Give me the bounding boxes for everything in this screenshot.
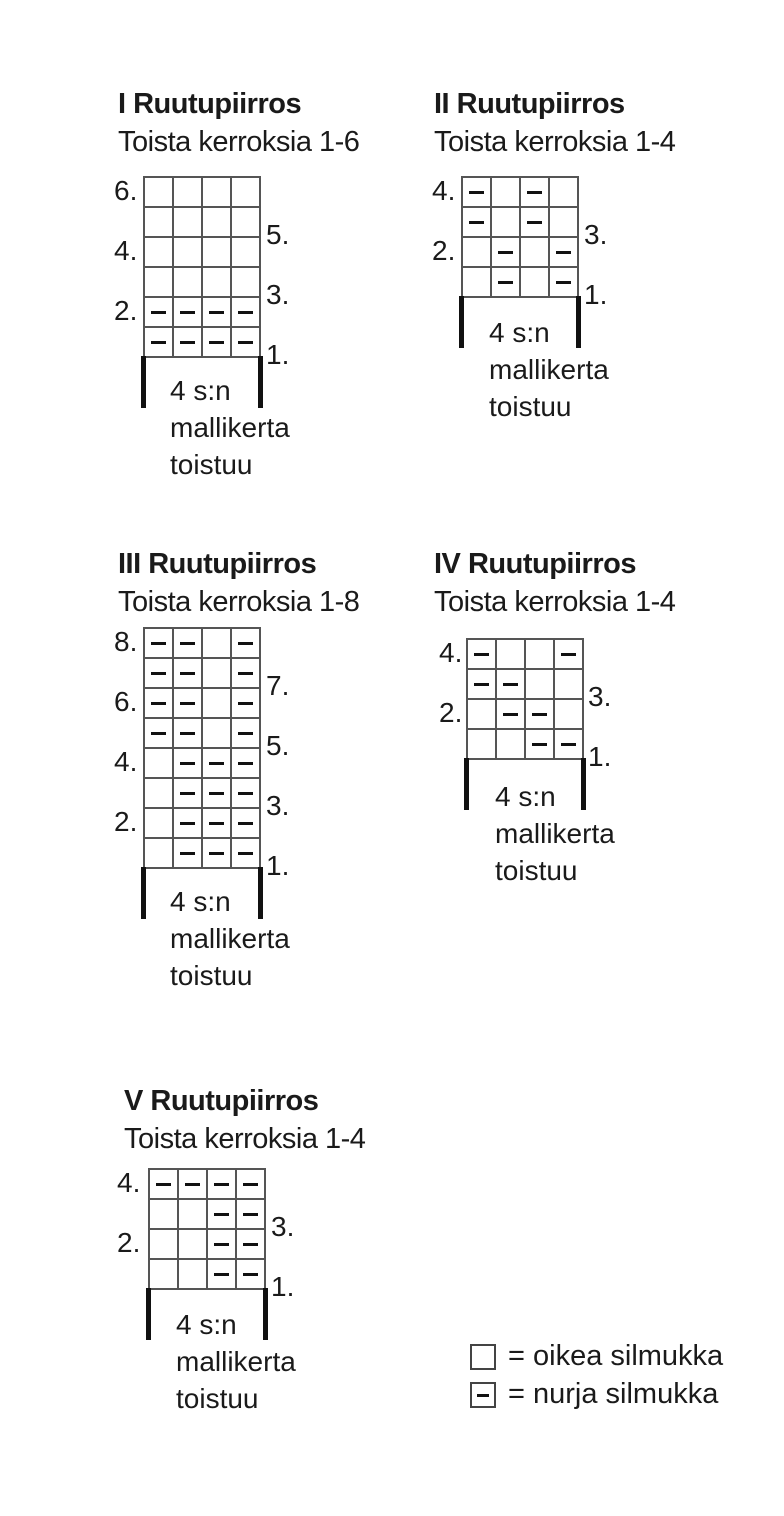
purl-stitch-cell (235, 1198, 266, 1230)
purl-stitch-cell (548, 236, 579, 268)
purl-stitch-cell (230, 807, 261, 839)
purl-stitch-cell (235, 1168, 266, 1200)
dash-icon (238, 792, 253, 795)
repeat-note: mallikerta (170, 412, 290, 443)
knit-stitch-cell (143, 777, 174, 809)
row-number-label: 4. (114, 235, 138, 266)
knit-stitch-cell (177, 1198, 208, 1230)
chart-title: III Ruutupiirros (118, 548, 317, 580)
purl-stitch-cell (548, 266, 579, 298)
dash-icon (498, 281, 513, 284)
knit-stitch-cell (201, 266, 232, 298)
dash-icon (238, 732, 253, 735)
dash-icon (180, 852, 195, 855)
row-number-label: 6. (114, 175, 138, 206)
knit-stitch-cell (490, 206, 521, 238)
knit-stitch-cell (201, 176, 232, 208)
purl-stitch-cell (230, 657, 261, 689)
dash-icon (469, 221, 484, 224)
knit-stitch-cell (461, 236, 492, 268)
purl-stitch-cell (230, 747, 261, 779)
knit-stitch-cell (230, 176, 261, 208)
purl-stitch-cell (495, 698, 526, 730)
dash-icon (180, 732, 195, 735)
row-number-label: 3. (584, 219, 608, 250)
purl-stitch-cell (230, 837, 261, 869)
dash-icon (209, 852, 224, 855)
purl-stitch-cell (230, 326, 261, 358)
dash-icon (156, 1183, 171, 1186)
dash-icon (238, 852, 253, 855)
dash-icon (243, 1243, 258, 1246)
knit-stitch-cell (172, 206, 203, 238)
row-number-label: 2. (117, 1227, 141, 1258)
knit-stitch-cell (201, 236, 232, 268)
repeat-note: mallikerta (489, 354, 609, 385)
row-number-label: 2. (432, 235, 456, 266)
purl-stitch-cell (235, 1228, 266, 1260)
row-number-label: 1. (271, 1271, 295, 1302)
knit-stitch-cell (148, 1258, 179, 1290)
dash-icon (151, 642, 166, 645)
dash-icon (556, 251, 571, 254)
repeat-note: 4 s:n (176, 1309, 237, 1340)
purl-stitch-cell (206, 1228, 237, 1260)
row-number-label: 1. (266, 850, 290, 881)
dash-icon (561, 653, 576, 656)
dash-icon (180, 311, 195, 314)
repeat-bracket-right (263, 1288, 268, 1340)
knit-stitch-cell (490, 176, 521, 208)
purl-stitch-cell (172, 807, 203, 839)
purl-stitch-cell (490, 266, 521, 298)
dash-icon (185, 1183, 200, 1186)
dash-icon (474, 683, 489, 686)
purl-stitch-cell (519, 176, 550, 208)
dash-icon (209, 822, 224, 825)
dash-icon (503, 713, 518, 716)
dash-icon (180, 792, 195, 795)
knit-stitch-cell (201, 717, 232, 749)
purl-stitch-cell (143, 657, 174, 689)
dash-icon (532, 713, 547, 716)
purl-stitch-cell (230, 687, 261, 719)
knit-stitch-cell (466, 728, 497, 760)
knit-stitch-cell (201, 657, 232, 689)
purl-stitch-cell (230, 296, 261, 328)
purl-stitch-cell (143, 296, 174, 328)
dash-icon (209, 792, 224, 795)
dash-icon (243, 1213, 258, 1216)
chart-subtitle: Toista kerroksia 1-6 (118, 126, 360, 158)
row-number-label: 3. (588, 681, 612, 712)
knit-stitch-cell (495, 638, 526, 670)
repeat-bracket-left (141, 867, 146, 919)
purl-stitch-cell (201, 326, 232, 358)
row-number-label: 8. (114, 626, 138, 657)
purl-stitch-cell (143, 687, 174, 719)
purl-stitch-cell (143, 627, 174, 659)
purl-stitch-cell (172, 657, 203, 689)
knit-stitch-cell (524, 638, 555, 670)
knit-stitch-cell (548, 176, 579, 208)
knit-stitch-cell (230, 236, 261, 268)
row-number-label: 4. (114, 746, 138, 777)
knit-stitch-cell (172, 266, 203, 298)
repeat-note: mallikerta (170, 923, 290, 954)
repeat-note: toistuu (176, 1383, 259, 1414)
purl-stitch-cell (172, 627, 203, 659)
knit-stitch-cell (143, 176, 174, 208)
knit-stitch-cell (148, 1198, 179, 1230)
purl-stitch-cell (172, 326, 203, 358)
repeat-note: toistuu (170, 449, 253, 480)
purl-stitch-cell (143, 326, 174, 358)
dash-icon (532, 743, 547, 746)
knit-stitch-cell (177, 1228, 208, 1260)
dash-icon (238, 822, 253, 825)
knit-stitch-cell (201, 627, 232, 659)
dash-icon (238, 341, 253, 344)
chart-title: II Ruutupiirros (434, 88, 625, 120)
dash-icon (238, 672, 253, 675)
repeat-note: mallikerta (495, 818, 615, 849)
knit-stitch-cell (172, 176, 203, 208)
row-number-label: 6. (114, 686, 138, 717)
repeat-note: 4 s:n (170, 886, 231, 917)
knit-stitch-cell (148, 1228, 179, 1260)
repeat-bracket-left (146, 1288, 151, 1340)
knit-stitch-cell (230, 206, 261, 238)
knit-stitch-cell (143, 747, 174, 779)
repeat-note: toistuu (489, 391, 572, 422)
dash-icon (151, 341, 166, 344)
knit-stitch-cell (143, 266, 174, 298)
chart-title: I Ruutupiirros (118, 88, 302, 120)
row-number-label: 1. (266, 339, 290, 370)
purl-stitch-cell (206, 1168, 237, 1200)
dash-icon (214, 1243, 229, 1246)
dash-icon (209, 762, 224, 765)
dash-icon (209, 341, 224, 344)
knit-stitch-cell (548, 206, 579, 238)
knit-stitch-cell (143, 206, 174, 238)
purl-stitch-cell (553, 638, 584, 670)
knit-stitch-cell (519, 236, 550, 268)
purl-stitch-cell (206, 1198, 237, 1230)
repeat-note: 4 s:n (495, 781, 556, 812)
purl-stitch-cell (461, 206, 492, 238)
purl-stitch-cell (524, 698, 555, 730)
dash-icon (243, 1183, 258, 1186)
repeat-bracket-right (258, 356, 263, 408)
repeat-bracket-left (464, 758, 469, 810)
dash-icon (180, 762, 195, 765)
knit-stitch-cell (524, 668, 555, 700)
chart-subtitle: Toista kerroksia 1-8 (118, 586, 360, 618)
dash-icon (214, 1273, 229, 1276)
legend-item-purl (470, 1378, 718, 1411)
dash-icon (180, 702, 195, 705)
purl-stitch-cell (553, 728, 584, 760)
purl-stitch-cell (172, 747, 203, 779)
knit-stitch-cell (172, 236, 203, 268)
purl-stitch-cell (206, 1258, 237, 1290)
row-number-label: 2. (114, 295, 138, 326)
purl-stitch-cell (143, 717, 174, 749)
purl-stitch-cell (201, 837, 232, 869)
dash-icon (214, 1213, 229, 1216)
row-number-label: 2. (114, 806, 138, 837)
purl-stitch-cell (495, 668, 526, 700)
dash-icon (243, 1273, 258, 1276)
knit-stitch-cell (519, 266, 550, 298)
dash-icon (238, 642, 253, 645)
knit-stitch-cell (201, 206, 232, 238)
purl-stitch-cell (201, 777, 232, 809)
purl-stitch-cell (235, 1258, 266, 1290)
dash-icon (238, 762, 253, 765)
legend-item-knit (470, 1340, 723, 1373)
knit-stitch-cell (201, 687, 232, 719)
dash-icon (498, 251, 513, 254)
dash-icon (180, 642, 195, 645)
purl-stitch-cell (201, 807, 232, 839)
dash-icon (151, 672, 166, 675)
purl-stitch-cell (461, 176, 492, 208)
legend-purl-text: = nurja silmukka (508, 1378, 719, 1410)
repeat-bracket-right (581, 758, 586, 810)
chart-title: V Ruutupiirros (124, 1085, 319, 1117)
row-number-label: 1. (588, 741, 612, 772)
knit-stitch-cell (177, 1258, 208, 1290)
purl-stitch-symbol (470, 1382, 496, 1408)
dash-icon (561, 743, 576, 746)
dash-icon (214, 1183, 229, 1186)
row-number-label: 5. (266, 730, 290, 761)
dash-icon (238, 311, 253, 314)
knit-stitch-cell (230, 266, 261, 298)
dash-icon (469, 191, 484, 194)
knit-stitch-cell (553, 668, 584, 700)
row-number-label: 4. (439, 637, 463, 668)
row-number-label: 3. (266, 790, 290, 821)
purl-stitch-cell (201, 296, 232, 328)
row-number-label: 4. (117, 1167, 141, 1198)
knit-stitch-cell (143, 807, 174, 839)
chart-subtitle: Toista kerroksia 1-4 (124, 1123, 366, 1155)
chart-subtitle: Toista kerroksia 1-4 (434, 126, 676, 158)
purl-stitch-cell (524, 728, 555, 760)
purl-stitch-cell (172, 717, 203, 749)
purl-stitch-cell (230, 777, 261, 809)
purl-stitch-cell (148, 1168, 179, 1200)
repeat-bracket-right (576, 296, 581, 348)
purl-stitch-cell (201, 747, 232, 779)
knit-stitch-symbol (470, 1344, 496, 1370)
dash-icon (151, 702, 166, 705)
row-number-label: 3. (271, 1211, 295, 1242)
purl-stitch-cell (172, 837, 203, 869)
dash-icon (238, 702, 253, 705)
knit-stitch-cell (461, 266, 492, 298)
purl-stitch-cell (466, 668, 497, 700)
legend-knit-text: = oikea silmukka (508, 1340, 724, 1372)
row-number-label: 1. (584, 279, 608, 310)
row-number-label: 4. (432, 175, 456, 206)
chart-title: IV Ruutupiirros (434, 548, 636, 580)
repeat-bracket-left (459, 296, 464, 348)
repeat-note: toistuu (495, 855, 578, 886)
dash-icon (151, 311, 166, 314)
chart-subtitle: Toista kerroksia 1-4 (434, 586, 676, 618)
dash-icon (180, 341, 195, 344)
dash-icon (209, 311, 224, 314)
dash-icon (180, 672, 195, 675)
purl-stitch-cell (172, 687, 203, 719)
knit-stitch-cell (466, 698, 497, 730)
row-number-label: 7. (266, 670, 290, 701)
dash-icon (151, 732, 166, 735)
repeat-note: toistuu (170, 960, 253, 991)
dash-icon (527, 221, 542, 224)
purl-stitch-cell (230, 717, 261, 749)
row-number-label: 5. (266, 219, 290, 250)
knit-stitch-cell (495, 728, 526, 760)
purl-stitch-cell (466, 638, 497, 670)
purl-stitch-cell (172, 777, 203, 809)
dash-icon (527, 191, 542, 194)
dash-icon (180, 822, 195, 825)
row-number-label: 2. (439, 697, 463, 728)
repeat-note: mallikerta (176, 1346, 296, 1377)
purl-stitch-cell (230, 627, 261, 659)
purl-stitch-cell (519, 206, 550, 238)
knit-stitch-cell (553, 698, 584, 730)
dash-icon (503, 683, 518, 686)
knit-stitch-cell (143, 236, 174, 268)
repeat-note: 4 s:n (170, 375, 231, 406)
knit-stitch-cell (143, 837, 174, 869)
dash-icon (474, 653, 489, 656)
repeat-bracket-right (258, 867, 263, 919)
repeat-bracket-left (141, 356, 146, 408)
purl-stitch-cell (172, 296, 203, 328)
purl-stitch-cell (177, 1168, 208, 1200)
repeat-note: 4 s:n (489, 317, 550, 348)
purl-stitch-cell (490, 236, 521, 268)
row-number-label: 3. (266, 279, 290, 310)
dash-icon (556, 281, 571, 284)
